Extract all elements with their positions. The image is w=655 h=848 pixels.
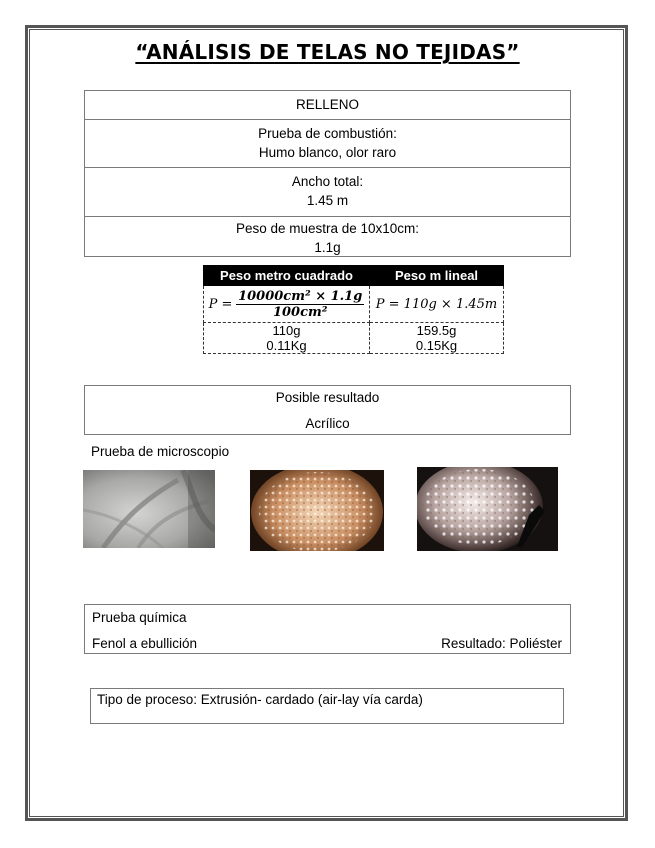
process-type-text: Tipo de proceso: Extrusión- cardado (air-lay vía carda) (97, 692, 423, 707)
calc-formula-row (204, 286, 504, 323)
combustion-label: Prueba de combustión: (258, 126, 397, 141)
formula-square-meter (204, 286, 370, 323)
fiber-micrograph-orange (250, 470, 384, 551)
formula1-fraction (236, 289, 364, 320)
process-type-box (90, 688, 564, 724)
formula2: P = 110g × 1.45m (375, 297, 498, 312)
header-weight-square-meter: Peso metro cuadrado (204, 266, 370, 286)
material-heading-cell (85, 91, 570, 120)
values-linear-meter (370, 323, 504, 354)
formula1-denominator: 100cm² (272, 304, 328, 320)
combustion-value: Humo blanco, olor raro (258, 145, 397, 160)
width-cell (85, 168, 570, 217)
value-grams-linear: 159.5g (416, 323, 457, 338)
formula1-lhs: P = (208, 296, 233, 312)
document-title (0, 40, 655, 64)
value-grams-square: 110g (272, 323, 301, 338)
fiber-micrograph-gray (83, 470, 215, 548)
possible-result-box (84, 385, 571, 435)
sample-label: Peso de muestra de 10x10cm: (235, 221, 420, 236)
material-info-table (84, 90, 571, 257)
microscope-image-2 (250, 470, 384, 551)
chemical-result: Resultado: Poliéster (441, 636, 562, 651)
chemical-method: Fenol a ebullición (92, 636, 198, 651)
width-value: 1.45 m (306, 193, 349, 208)
formula1-numerator: 10000cm² × 1.1g (238, 288, 363, 304)
calc-values-row (204, 323, 504, 354)
formula-linear-meter (370, 286, 504, 323)
weight-calculation-table (203, 265, 504, 354)
header-weight-linear-meter: Peso m lineal (370, 266, 504, 286)
value-kg-linear: 0.15Kg (415, 338, 458, 353)
microscope-image-1 (83, 470, 215, 548)
fiber-micrograph-white (417, 467, 558, 551)
possible-result-value: Acrílico (305, 416, 350, 431)
sample-value: 1.1g (314, 240, 341, 255)
microscope-image-3 (417, 467, 558, 551)
material-heading: RELLENO (295, 97, 360, 112)
microscope-label: Prueba de microscopio (91, 444, 230, 459)
chemical-test-label: Prueba química (92, 610, 187, 625)
sample-cell (85, 217, 570, 257)
possible-result-label: Posible resultado (275, 390, 380, 405)
calc-header-row (204, 266, 504, 286)
value-kg-square: 0.11Kg (266, 338, 307, 353)
title-text: “ANÁLISIS DE TELAS NO TEJIDAS” (135, 40, 520, 64)
width-label: Ancho total: (291, 174, 364, 189)
combustion-cell (85, 120, 570, 168)
chemical-test-box (84, 604, 571, 654)
values-square-meter (204, 323, 370, 354)
